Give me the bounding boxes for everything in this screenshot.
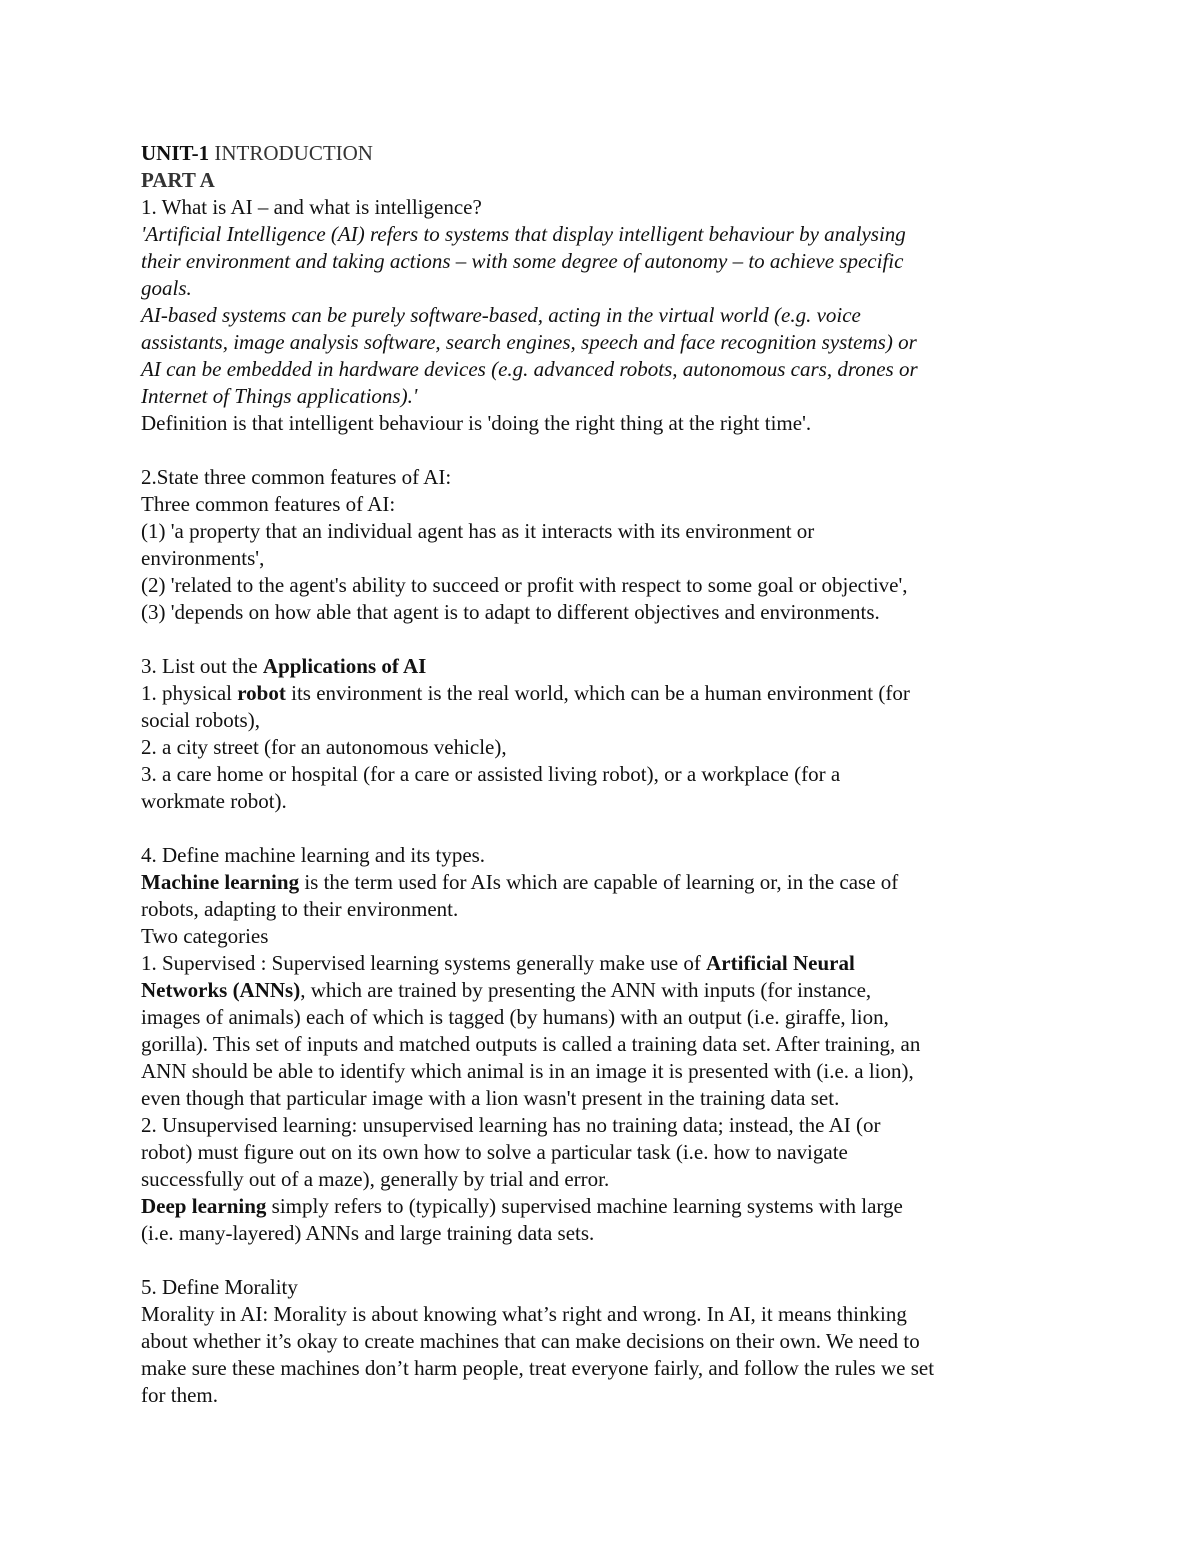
q4-deep-learning: [141, 1193, 1041, 1220]
q5-line: make sure these machines don’t harm people, treat everyone fairly, and follow the rules we set: [141, 1356, 935, 1380]
q1-quote-line: AI-based systems can be purely software-based, acting in the virtual world (e.g. voice: [141, 303, 861, 327]
unit-label: UNIT-1: [141, 141, 210, 165]
q4-ml-definition: [141, 869, 1041, 896]
q2-feature-line: (1) 'a property that an individual agent has as it interacts with its environment or: [141, 519, 815, 543]
q5-line: for them.: [141, 1383, 218, 1407]
q1-quote-line: AI can be embedded in hardware devices (e.g. advanced robots, autonomous cars, drones or: [141, 357, 918, 381]
q4-dl-line2: (i.e. many-layered) ANNs and large training data sets.: [141, 1221, 595, 1245]
q2-feature-line: (2) 'related to the agent's ability to succeed or profit with respect to some goal or objective',: [141, 573, 908, 597]
q4-question: 4. Define machine learning and its types.: [141, 843, 486, 867]
q3-item-1: [141, 680, 1041, 707]
q4-supervised-line1: [141, 950, 1041, 977]
q4-supervised-line: even though that particular image with a lion wasn't present in the training data set.: [141, 1086, 840, 1110]
q2-question: 2.State three common features of AI:: [141, 465, 452, 489]
q4-ml-bold: Machine learning: [141, 870, 300, 894]
q4-unsupervised-line: robot) must figure out on its own how to solve a particular task (i.e. how to navigate: [141, 1140, 848, 1164]
q4-sup-bold1: Artificial Neural: [706, 951, 855, 975]
part-heading: PART A: [141, 168, 215, 192]
q4-unsupervised-line: 2. Unsupervised learning: unsupervised learning has no training data; instead, the AI (or: [141, 1113, 881, 1137]
q1-quote-line: 'Artificial Intelligence (AI) refers to systems that display intelligent behaviour by analysing: [141, 222, 906, 246]
q5-question: 5. Define Morality: [141, 1275, 298, 1299]
q4-ml-rest: is the term used for AIs which are capable of learning or, in the case of: [299, 870, 899, 894]
q4-supervised-line: gorilla). This set of inputs and matched outputs is called a training data set. After training, an: [141, 1032, 921, 1056]
q3-item1-prefix: 1. physical: [141, 681, 238, 705]
q4-sup-rest: , which are trained by presenting the ANN with inputs (for instance,: [300, 978, 872, 1002]
q4-sup-prefix: 1. Supervised : Supervised learning systems generally make use of: [141, 951, 707, 975]
q5-line: about whether it’s okay to create machines that can make decisions on their own. We need to: [141, 1329, 920, 1353]
q3-question: [141, 653, 1041, 680]
q2-intro: Three common features of AI:: [141, 492, 396, 516]
q4-dl-bold: Deep learning: [141, 1194, 267, 1218]
q5-line: Morality in AI: Morality is about knowing what’s right and wrong. In AI, it means thinking: [141, 1302, 907, 1326]
paragraph-gap: [141, 626, 1041, 653]
q4-sup-bold2: Networks (ANNs): [141, 978, 301, 1002]
q1-question: 1. What is AI – and what is intelligence?: [141, 195, 482, 219]
q3-question-bold: Applications of AI: [262, 654, 427, 678]
paragraph-gap: [141, 815, 1041, 842]
q4-supervised-line2: [141, 977, 1041, 1004]
q1-definition: Definition is that intelligent behaviour is 'doing the right thing at the right time'.: [141, 411, 812, 435]
q4-supervised-line: images of animals) each of which is tagged (by humans) with an output (i.e. giraffe, lion,: [141, 1005, 889, 1029]
q3-item1-rest: its environment is the real world, which can be a human environment (for: [285, 681, 910, 705]
q2-feature-line: (3) 'depends on how able that agent is to adapt to different objectives and environments.: [141, 600, 880, 624]
q4-categories: Two categories: [141, 924, 269, 948]
q3-line: 3. a care home or hospital (for a care or assisted living robot), or a workplace (for a: [141, 762, 841, 786]
q4-supervised-line: ANN should be able to identify which animal is in an image it is presented with (i.e. a lion),: [141, 1059, 914, 1083]
q1-quote-line: assistants, image analysis software, search engines, speech and face recognition systems) or: [141, 330, 917, 354]
q4-ml-line2: robots, adapting to their environment.: [141, 897, 459, 921]
paragraph-gap: [141, 1247, 1041, 1274]
paragraph-gap: [141, 437, 1041, 464]
q3-line: social robots),: [141, 708, 260, 732]
q4-unsupervised-line: successfully out of a maze), generally by trial and error.: [141, 1167, 610, 1191]
q3-item1-bold: robot: [237, 681, 286, 705]
q4-dl-rest: simply refers to (typically) supervised machine learning systems with large: [266, 1194, 903, 1218]
unit-title-text: INTRODUCTION: [214, 141, 373, 165]
q3-line: 2. a city street (for an autonomous vehicle),: [141, 735, 507, 759]
unit-title: [141, 140, 1041, 167]
q3-question-prefix: 3. List out the: [141, 654, 263, 678]
q2-feature-line: environments',: [141, 546, 265, 570]
q1-quote-line: their environment and taking actions – with some degree of autonomy – to achieve specific: [141, 249, 904, 273]
document-page: [141, 140, 1041, 1409]
q1-quote-line: Internet of Things applications).': [141, 384, 418, 408]
q1-quote-line: goals.: [141, 276, 192, 300]
q3-line: workmate robot).: [141, 789, 287, 813]
